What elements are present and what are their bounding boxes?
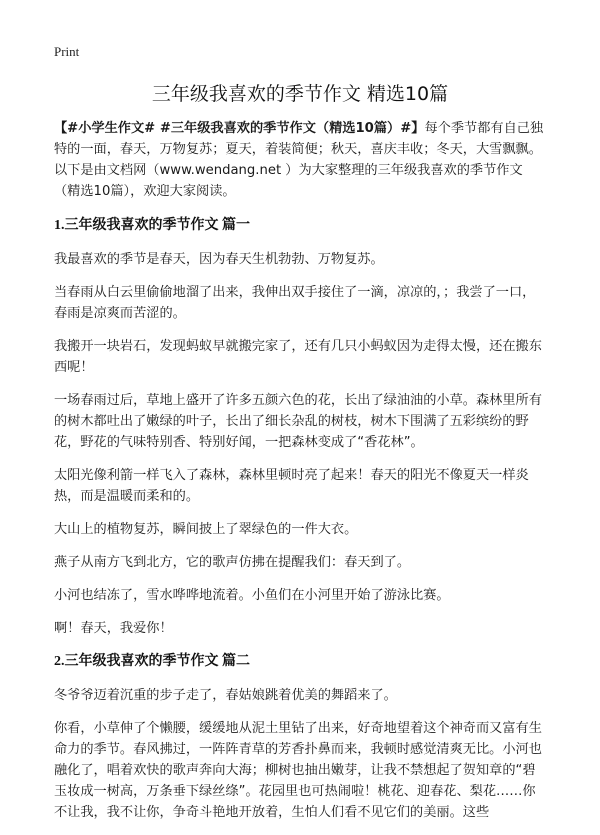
document-title: 三年级我喜欢的季节作文 精选10篇 [151,83,449,105]
paragraph: 太阳光像利箭一样飞入了森林，森林里顿时亮了起来！春天的阳光不像夏天一样炎热，而是温暖而柔和的。 [54,468,529,504]
paragraph: 燕子从南方飞到北方，它的歌声仿拂在提醒我们：春天到了。 [54,555,411,570]
intro-tag: 【#小学生作文# #三年级我喜欢的季节作文（精选10篇）#】 [54,121,425,136]
paragraph: 我搬开一块岩石，发现蚂蚁早就搬完家了，还有几只小蚂蚁因为走得太慢，还在搬东西呢！ [54,339,542,375]
intro-text: 每个季节都有自己独特的一面，春天，万物复苏；夏天，着装简便；秋天，喜庆丰收；冬天，大雪飘飘。以下是由文档网（www.wendang.net ）为大家整理的三年级我喜欢的季节作文（精选10篇），欢迎大家阅读。 [54,121,544,199]
paragraph: 冬爷爷迈着沉重的步子走了，春姑娘跳着优美的舞蹈来了。 [54,688,397,703]
paragraph: 啊！春天，我爱你！ [54,621,173,636]
print-label: Print [54,44,80,59]
paragraph: 一场春雨过后，草地上盛开了许多五颜六色的花，长出了绿油油的小草。森林里所有的树木都吐出了嫩绿的叶子，长出了细长杂乱的树枝，树木下围满了五彩缤纷的野花，野花的气味特别香、特别好闻，一把森林变成了“香花林”。 [54,393,542,450]
document-body [54,118,548,835]
paragraph: 当春雨从白云里偷偷地溜了出来，我伸出双手接住了一滴，凉凉的，；我尝了一口，春雨是凉爽而苦涩的。 [54,285,536,321]
paragraph: 大山上的植物复苏，瞬间披上了翠绿色的一件大衣。 [54,522,358,537]
paragraph: 你看，小草伸了个懒腰，缓缓地从泥土里钻了出来，好奇地望着这个神奇而又富有生命力的季节。春风拂过，一阵阵青草的芳香扑鼻而来，我顿时感觉清爽无比。小河也融化了，唱着欢快的歌声奔向大海；柳树也抽出嫩芽，让我不禁想起了贺知章的“碧玉妆成一树高，万条垂下绿丝绦”。花园里也可热闹啦！桃花、迎春花、梨花……你不让我，我不让你，争奇斗艳地开放着，生怕人们看不见它们的美丽。这些 [54,721,542,820]
section-heading: 1.三年级我喜欢的季节作文 篇一 [54,218,250,233]
paragraph: 我最喜欢的季节是春天，因为春天生机勃勃、万物复苏。 [54,252,384,267]
section-heading: 2.三年级我喜欢的季节作文 篇二 [54,654,250,669]
paragraph: 小河也结冻了，雪水哗哗地流着。小鱼们在小河里开始了游泳比赛。 [54,588,450,603]
intro-paragraph [54,118,548,202]
